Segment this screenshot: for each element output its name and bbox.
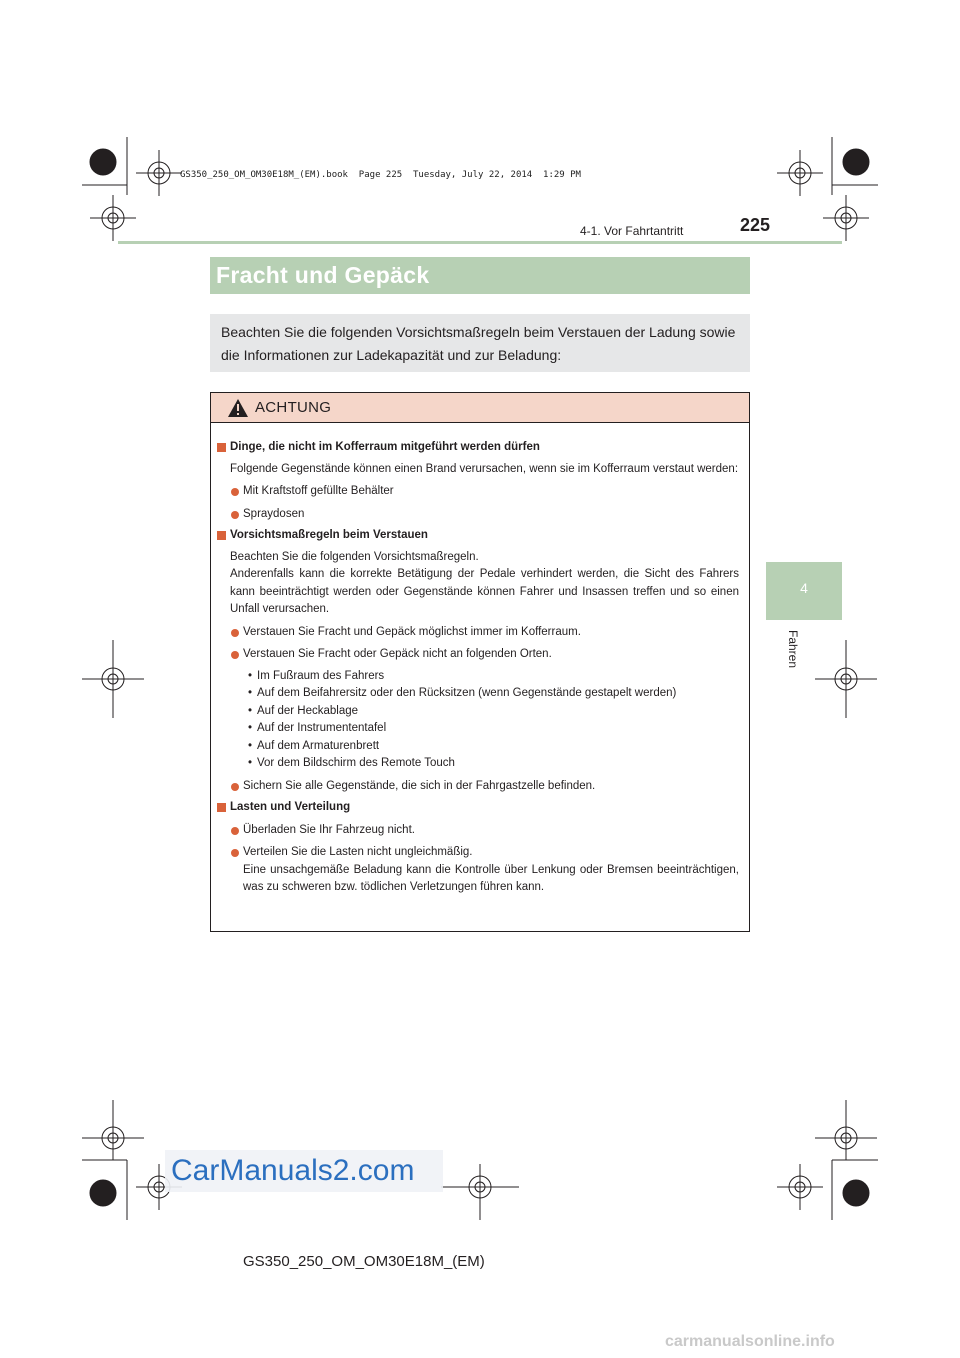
section-label: 4-1. Vor Fahrtantritt: [580, 224, 684, 238]
chapter-tab: [766, 562, 842, 620]
page-title-bar: [210, 257, 750, 294]
list-item: Sichern Sie alle Gegenstände, die sich in der Fahrgastzelle befinden.: [217, 778, 739, 796]
page-title: Fracht und Gepäck: [216, 262, 430, 288]
footer-code: GS350_250_OM_OM30E18M_(EM): [243, 1253, 485, 1270]
caution-header: [211, 393, 749, 423]
warning-icon: [227, 398, 249, 418]
paragraph-line: Anderenfalls kann die korrekte Betätigung der Pedale verhindert werden, die Sicht des Fahrers kann beeinträchtigt werden oder Gegenstände können Fahrer und Insassen treffen und so einen Unfall verursachen.: [230, 568, 739, 615]
list-item-line: Verteilen Sie die Lasten nicht ungleichmäßig.: [243, 846, 473, 858]
caution-heading: ACHTUNG: [255, 399, 332, 416]
header-rule: [118, 241, 842, 244]
list-item: Überladen Sie Ihr Fahrzeug nicht.: [217, 822, 739, 840]
list-item: Verstauen Sie Fracht und Gepäck möglichst immer im Kofferraum.: [217, 624, 739, 642]
page-number: 225: [740, 215, 771, 235]
caution-body: [211, 423, 749, 897]
list-item: Spraydosen: [217, 506, 739, 524]
sub-item: • Im Fußraum des Fahrers: [217, 668, 739, 686]
sub-item: • Auf dem Beifahrersitz oder den Rücksitzen (wenn Gegenstände gestapelt werden): [217, 685, 739, 703]
caution-box: [210, 392, 750, 932]
list-item: [217, 844, 739, 897]
section-heading: Dinge, die nicht im Kofferraum mitgeführt werden dürfen: [217, 439, 739, 457]
section-heading: Lasten und Verteilung: [217, 799, 739, 817]
chapter-name: Fahren: [786, 630, 800, 669]
paragraph: Folgende Gegenstände können einen Brand verursachen, wenn sie im Kofferraum verstaut werden:: [230, 462, 739, 475]
paragraph-line: Beachten Sie die folgenden Vorsichtsmaßregeln.: [230, 550, 479, 563]
book-info-line: GS350_250_OM_OM30E18M_(EM).book Page 225 Tuesday, July 22, 2014 1:29 PM: [180, 170, 581, 180]
list-item: Verstauen Sie Fracht oder Gepäck nicht an folgenden Orten.: [217, 646, 739, 664]
list-item-line: Eine unsachgemäße Beladung kann die Kontrolle über Lenkung oder Bremsen beeinträchtigen, was zu schweren bzw. tödlichen Verletzungen führen kann.: [243, 863, 739, 893]
section-heading: Vorsichtsmaßregeln beim Verstauen: [217, 527, 739, 545]
list-item: Mit Kraftstoff gefüllte Behälter: [217, 483, 739, 501]
intro-box: Beachten Sie die folgenden Vorsichtsmaßregeln beim Verstauen der Ladung sowie die Informationen zur Ladekapazität und zur Beladung:: [210, 314, 750, 372]
paragraph: [217, 549, 739, 619]
sub-item: • Auf der Heckablage: [217, 703, 739, 721]
sub-list: [217, 668, 739, 773]
sub-item: • Vor dem Bildschirm des Remote Touch: [217, 755, 739, 773]
sub-item: • Auf der Instrumententafel: [217, 720, 739, 738]
sub-item: • Auf dem Armaturenbrett: [217, 738, 739, 756]
chapter-number: 4: [800, 580, 808, 596]
watermark-link[interactable]: CarManuals2.com: [165, 1150, 443, 1192]
footer-watermark: carmanualsonline.info: [665, 1333, 835, 1350]
